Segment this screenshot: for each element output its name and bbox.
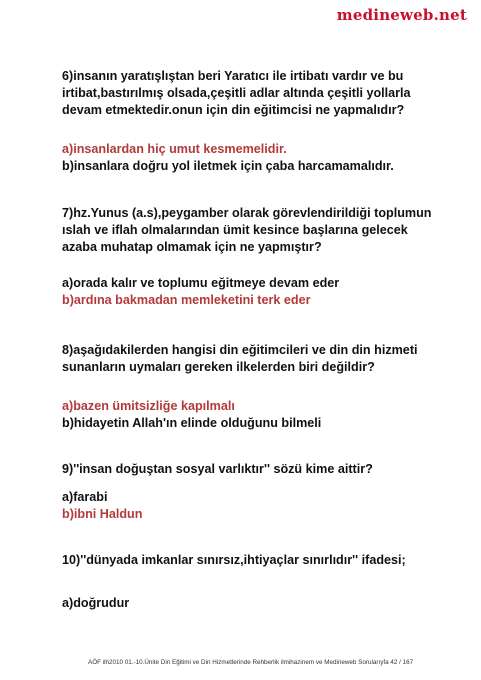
question-9-text: 9)''insan doğuştan sosyal varlıktır'' sözü kime aittir? (62, 462, 373, 476)
question-7-option-b: b)ardına bakmadan memleketini terk eder (62, 293, 311, 307)
question-10-option-a: a)doğrudur (62, 596, 130, 610)
question-6-option-b: b)insanlara doğru yol iletmek için çaba harcamamalıdır. (62, 159, 394, 173)
question-7-text: 7)hz.Yunus (a.s),peygamber olarak görevlendirildiği toplumun ıslah ve iflah olmalarından ümit kesince başlarına gelecek azaba muhatap olmamak için ne yapmıştır? (62, 206, 432, 254)
question-10-text: 10)''dünyada imkanlar sınırsız,ihtiyaçlar sınırlıdır'' ifadesi; (62, 553, 406, 567)
question-6-text: 6)insanın yaratışlıştan beri Yaratıcı ile irtibatı vardır ve bu irtibat,bastırılmış olsada,çeşitli adlar altında çeşitli yollarla devam etmektedir.onun için din eğitimcisi ne yapmalıdır? (62, 69, 411, 117)
question-8-option-a: a)bazen ümitsizliğe kapılmalı (62, 399, 235, 413)
question-6-option-a: a)insanlardan hiç umut kesmemelidir. (62, 142, 287, 156)
site-brand: medineweb.net (336, 6, 467, 24)
question-7-option-a: a)orada kalır ve toplumu eğitmeye devam eder (62, 276, 340, 290)
question-9-option-b: b)ibni Haldun (62, 507, 143, 521)
question-8-text: 8)aşağıdakilerden hangisi din eğitimcileri ve din din hizmeti sunanların uymaları gereken ilkelerden biri değildir? (62, 343, 418, 374)
page-footer: AÖF ilh2010 01.-10.Ünite Din Eğitimi ve Din Hizmetlerinde Rehberlik ilmihazinem ve Medineweb Sorularıyfa 42 / 167 (88, 659, 414, 666)
question-8-option-b: b)hidayetin Allah'ın elinde olduğunu bilmeli (62, 416, 322, 430)
question-9-option-a: a)farabi (62, 490, 108, 504)
